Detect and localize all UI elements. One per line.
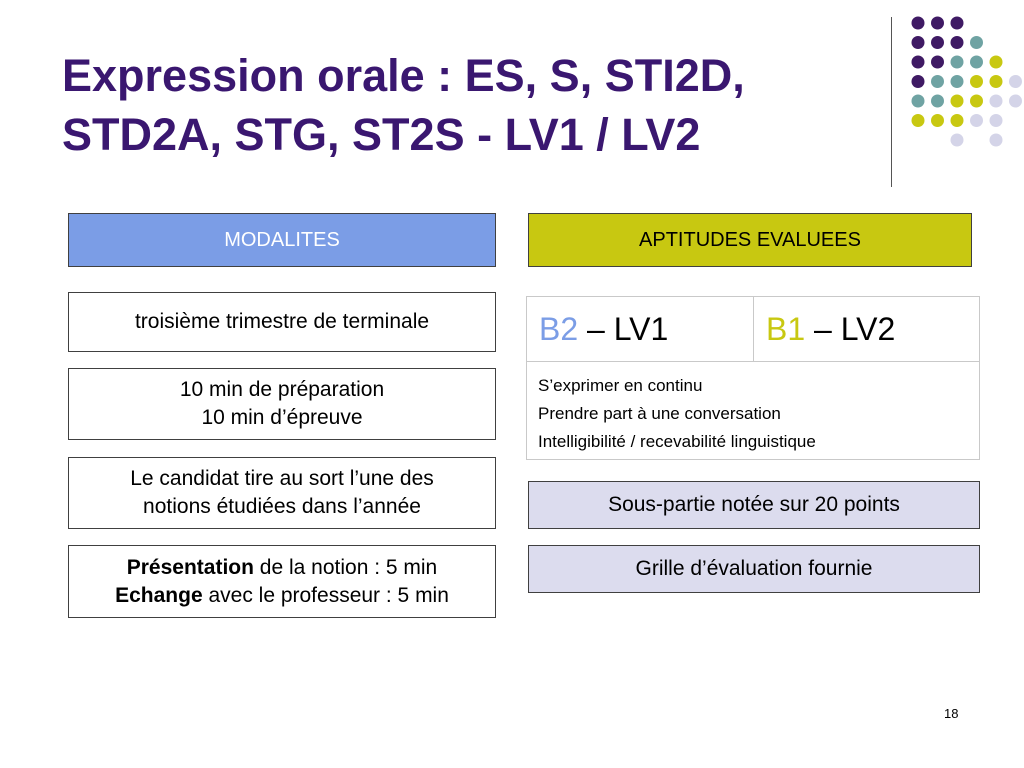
page-number: 18 — [944, 706, 959, 721]
decorative-dot — [970, 36, 983, 49]
decorative-dot — [951, 95, 964, 108]
lv1-level-code: B2 — [539, 310, 579, 347]
exam-duration: 10 min d’épreuve — [201, 406, 363, 429]
exchange-line — [115, 582, 449, 610]
presentation-line — [127, 554, 437, 582]
decorative-dot — [931, 75, 944, 88]
decorative-dot — [912, 95, 925, 108]
decorative-dot — [970, 56, 983, 69]
decorative-dot — [951, 114, 964, 127]
score-text: Sous-partie notée sur 20 points — [608, 493, 900, 516]
modalites-header — [68, 213, 496, 267]
decorative-dot — [931, 95, 944, 108]
decorative-dot — [931, 56, 944, 69]
decorative-dot — [951, 56, 964, 69]
presentation-label: Présentation — [126, 555, 254, 579]
skills-list — [527, 361, 979, 459]
divider-line — [891, 17, 892, 187]
decorative-dot — [912, 114, 925, 127]
decorative-dot — [951, 17, 964, 30]
modalites-header-label: MODALITES — [224, 229, 340, 251]
lv2-label: – LV2 — [805, 310, 896, 347]
decorative-dot — [912, 17, 925, 30]
decorative-dot — [931, 36, 944, 49]
exchange-label: Echange — [115, 583, 203, 607]
title-line-2: STD2A, STG, ST2S - LV1 / LV2 — [62, 109, 701, 160]
decorative-dot — [951, 75, 964, 88]
decorative-dot — [990, 134, 1003, 147]
skill-item: Prendre part à une conversation — [538, 404, 781, 423]
grid-box — [528, 545, 980, 593]
exchange-duration: avec le professeur : 5 min — [202, 583, 449, 607]
levels-table — [526, 296, 980, 460]
decorative-dot — [1009, 95, 1022, 108]
decorative-dot — [1009, 75, 1022, 88]
preparation-duration: 10 min de préparation — [179, 378, 385, 401]
skill-item: Intelligibilité / recevabilité linguistique — [538, 432, 816, 451]
decorative-dot — [931, 17, 944, 30]
decorative-dot — [931, 114, 944, 127]
decorative-dot — [970, 95, 983, 108]
decorative-dot — [990, 114, 1003, 127]
decorative-dot — [912, 56, 925, 69]
decorative-dot — [951, 134, 964, 147]
skill-item: S’exprimer en continu — [538, 376, 703, 395]
modalite-draw-box — [68, 457, 496, 529]
grid-text: Grille d’évaluation fournie — [635, 557, 873, 580]
decorative-dot — [912, 36, 925, 49]
decorative-dot — [990, 75, 1003, 88]
modalite-timing-text: troisième trimestre de terminale — [134, 310, 430, 333]
lv1-label: – LV1 — [578, 310, 669, 347]
lv1-level-cell — [527, 297, 754, 361]
decorative-dot — [970, 114, 983, 127]
modalite-structure-box — [68, 545, 496, 618]
decorative-dot — [951, 36, 964, 49]
lv2-level-code: B1 — [766, 310, 806, 347]
draw-text-line-2: notions étudiées dans l’année — [143, 495, 421, 518]
decorative-dot — [912, 75, 925, 88]
decorative-dot — [970, 75, 983, 88]
score-box — [528, 481, 980, 529]
modalite-duration-box — [68, 368, 496, 440]
presentation-duration: de la notion : 5 min — [253, 555, 438, 579]
decorative-dot — [990, 56, 1003, 69]
slide-title — [62, 46, 862, 164]
decorative-dot — [990, 95, 1003, 108]
aptitudes-header — [528, 213, 972, 267]
modalite-timing-box — [68, 292, 496, 352]
aptitudes-header-label: APTITUDES EVALUEES — [639, 229, 861, 251]
draw-text-line-1: Le candidat tire au sort l’une des — [130, 467, 434, 490]
lv2-level-cell — [754, 297, 979, 361]
title-line-1: Expression orale : ES, S, STI2D, — [62, 50, 745, 101]
